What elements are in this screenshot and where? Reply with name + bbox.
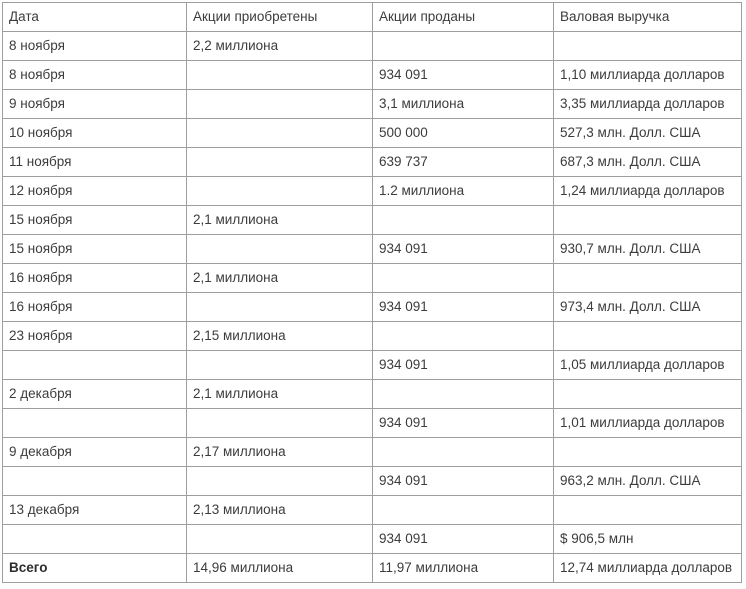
cell-shares-acquired <box>187 148 373 177</box>
total-row <box>3 554 742 583</box>
total-shares-sold: 11,97 миллиона <box>373 554 554 583</box>
cell-gross-proceeds: 930,7 млн. Долл. США <box>554 235 742 264</box>
cell-shares-sold: 500 000 <box>373 119 554 148</box>
table-row <box>3 119 742 148</box>
cell-date <box>3 409 187 438</box>
column-header-gross-proceeds: Валовая выручка <box>554 3 742 32</box>
cell-gross-proceeds: 1,24 миллиарда долларов <box>554 177 742 206</box>
cell-shares-sold: 934 091 <box>373 61 554 90</box>
cell-gross-proceeds <box>554 380 742 409</box>
cell-date: 8 ноября <box>3 32 187 61</box>
table-row <box>3 380 742 409</box>
cell-gross-proceeds: 1,05 миллиарда долларов <box>554 351 742 380</box>
cell-shares-sold <box>373 206 554 235</box>
cell-gross-proceeds: 1,01 миллиарда долларов <box>554 409 742 438</box>
table-row <box>3 409 742 438</box>
cell-date: 2 декабря <box>3 380 187 409</box>
cell-date: 15 ноября <box>3 206 187 235</box>
total-label: Всего <box>3 554 187 583</box>
cell-shares-acquired <box>187 351 373 380</box>
cell-date: 16 ноября <box>3 264 187 293</box>
cell-shares-acquired <box>187 235 373 264</box>
column-header-shares-sold: Акции проданы <box>373 3 554 32</box>
cell-date: 8 ноября <box>3 61 187 90</box>
cell-gross-proceeds <box>554 496 742 525</box>
cell-shares-acquired: 2,15 миллиона <box>187 322 373 351</box>
table-row <box>3 90 742 119</box>
cell-shares-acquired: 2,1 миллиона <box>187 206 373 235</box>
table-row <box>3 438 742 467</box>
cell-gross-proceeds: 963,2 млн. Долл. США <box>554 467 742 496</box>
table-row <box>3 525 742 554</box>
table-row <box>3 32 742 61</box>
cell-shares-sold: 934 091 <box>373 293 554 322</box>
table-row <box>3 293 742 322</box>
cell-shares-acquired <box>187 177 373 206</box>
cell-shares-acquired <box>187 293 373 322</box>
cell-date: 10 ноября <box>3 119 187 148</box>
cell-gross-proceeds <box>554 264 742 293</box>
column-header-date: Дата <box>3 3 187 32</box>
cell-shares-sold <box>373 438 554 467</box>
cell-shares-acquired: 2,2 миллиона <box>187 32 373 61</box>
total-shares-acquired: 14,96 миллиона <box>187 554 373 583</box>
header-row <box>3 3 742 32</box>
cell-date <box>3 525 187 554</box>
cell-gross-proceeds: 687,3 млн. Долл. США <box>554 148 742 177</box>
cell-gross-proceeds: 527,3 млн. Долл. США <box>554 119 742 148</box>
cell-gross-proceeds <box>554 322 742 351</box>
cell-gross-proceeds: $ 906,5 млн <box>554 525 742 554</box>
cell-date: 15 ноября <box>3 235 187 264</box>
table-row <box>3 322 742 351</box>
cell-shares-acquired: 2,17 миллиона <box>187 438 373 467</box>
cell-shares-acquired: 2,1 миллиона <box>187 380 373 409</box>
cell-date <box>3 467 187 496</box>
stock-transactions-table <box>2 2 742 583</box>
cell-shares-sold <box>373 264 554 293</box>
cell-gross-proceeds <box>554 32 742 61</box>
cell-date: 12 ноября <box>3 177 187 206</box>
cell-shares-acquired: 2,1 миллиона <box>187 264 373 293</box>
table-row <box>3 467 742 496</box>
cell-gross-proceeds <box>554 206 742 235</box>
table-row <box>3 61 742 90</box>
cell-shares-sold <box>373 496 554 525</box>
cell-shares-acquired <box>187 409 373 438</box>
cell-shares-sold: 1.2 миллиона <box>373 177 554 206</box>
cell-shares-sold: 3,1 миллиона <box>373 90 554 119</box>
cell-date: 16 ноября <box>3 293 187 322</box>
cell-shares-sold: 934 091 <box>373 525 554 554</box>
column-header-shares-acquired: Акции приобретены <box>187 3 373 32</box>
cell-shares-sold: 934 091 <box>373 235 554 264</box>
table-row <box>3 206 742 235</box>
cell-date: 11 ноября <box>3 148 187 177</box>
cell-shares-sold <box>373 380 554 409</box>
table-row <box>3 235 742 264</box>
cell-shares-sold <box>373 322 554 351</box>
cell-shares-sold: 934 091 <box>373 467 554 496</box>
cell-date <box>3 351 187 380</box>
cell-shares-acquired: 2,13 миллиона <box>187 496 373 525</box>
table-row <box>3 148 742 177</box>
cell-date: 13 декабря <box>3 496 187 525</box>
cell-gross-proceeds: 3,35 миллиарда долларов <box>554 90 742 119</box>
cell-shares-sold: 934 091 <box>373 351 554 380</box>
cell-date: 9 ноября <box>3 90 187 119</box>
cell-shares-acquired <box>187 61 373 90</box>
table-row <box>3 264 742 293</box>
cell-shares-sold: 639 737 <box>373 148 554 177</box>
cell-shares-acquired <box>187 525 373 554</box>
table-row <box>3 351 742 380</box>
cell-shares-sold: 934 091 <box>373 409 554 438</box>
table-row <box>3 177 742 206</box>
cell-date: 9 декабря <box>3 438 187 467</box>
cell-gross-proceeds: 1,10 миллиарда долларов <box>554 61 742 90</box>
table-row <box>3 496 742 525</box>
cell-shares-sold <box>373 32 554 61</box>
cell-gross-proceeds: 973,4 млн. Долл. США <box>554 293 742 322</box>
cell-gross-proceeds <box>554 438 742 467</box>
cell-shares-acquired <box>187 467 373 496</box>
total-gross-proceeds: 12,74 миллиарда долларов <box>554 554 742 583</box>
cell-shares-acquired <box>187 119 373 148</box>
cell-date: 23 ноября <box>3 322 187 351</box>
cell-shares-acquired <box>187 90 373 119</box>
